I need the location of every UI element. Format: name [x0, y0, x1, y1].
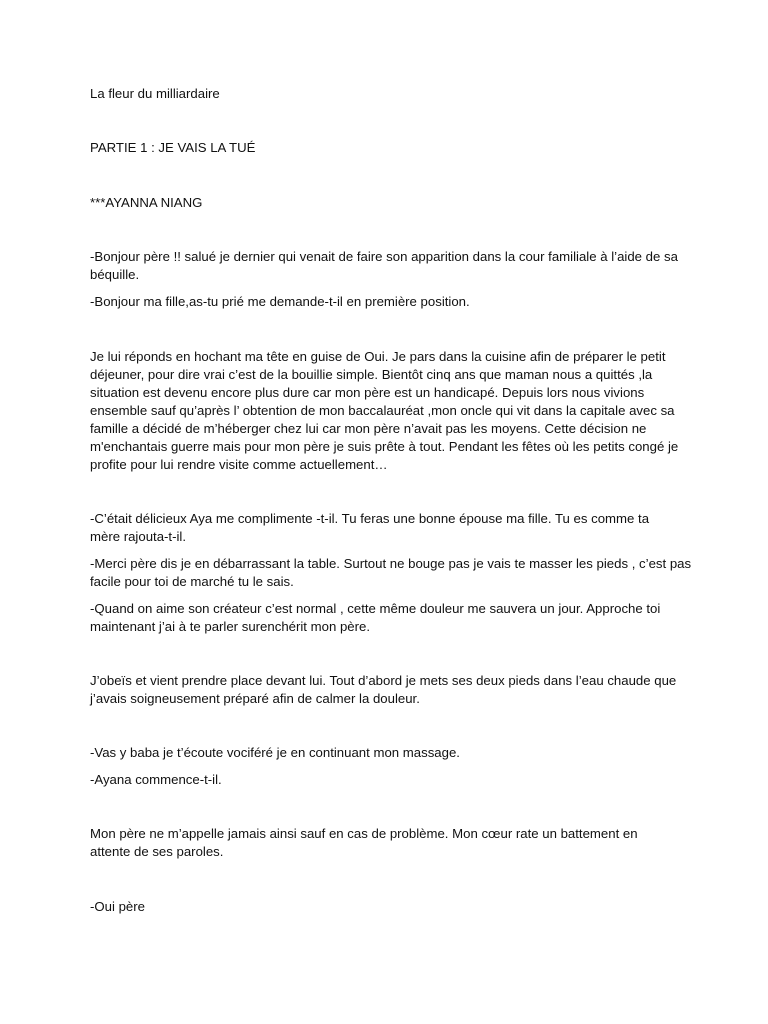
text-line: attente de ses paroles.: [90, 844, 224, 859]
text-line: Je lui réponds en hochant ma tête en guise de Oui. Je pars dans la cuisine afin de préparer le petit: [90, 349, 666, 364]
text-line: -Quand on aime son créateur c’est normal , cette même douleur me sauvera un jour. Approche toi: [90, 601, 661, 616]
text-line: ensemble sauf qu’après l’ obtention de mon baccalauréat ,mon oncle qui vit dans la capitale avec sa: [90, 403, 675, 418]
text-line: Mon père ne m’appelle jamais ainsi sauf en cas de problème. Mon cœur rate un battement en: [90, 826, 638, 841]
text-line: -Merci père dis je en débarrassant la table. Surtout ne bouge pas je vais te masser les pieds , c’est pas: [90, 556, 692, 571]
text-line: m'enchantais guerre mais pour mon père je suis prête à tout. Pendant les fêtes où les petits congé je: [90, 439, 679, 454]
text-line: -Bonjour père !! salué je dernier qui venait de faire son apparition dans la cour familiale à l’aide de sa: [90, 249, 678, 264]
narrator-heading: ***AYANNA NIANG: [90, 195, 203, 210]
text-line: -Bonjour ma fille,as-tu prié me demande-t-il en première position.: [90, 294, 470, 309]
text-line: situation est devenu encore plus dure car mon père est un handicapé. Depuis lors nous vivions: [90, 385, 645, 400]
text-line: déjeuner, pour dire vrai c’est de la bouillie simple. Bientôt cinq ans que maman nous a quittés ,la: [90, 367, 653, 382]
text-line: -Vas y baba je t’écoute vociféré je en continuant mon massage.: [90, 745, 460, 760]
document-title: La fleur du milliardaire: [90, 86, 220, 101]
text-line: maintenant j’ai à te parler surenchérit mon père.: [90, 619, 371, 634]
text-line: -Oui père: [90, 899, 145, 914]
text-line: mère rajouta-t-il.: [90, 529, 187, 544]
text-line: béquille.: [90, 267, 140, 282]
text-line: J’obeïs et vient prendre place devant lui. Tout d’abord je mets ses deux pieds dans l’eau chaude que: [90, 673, 677, 688]
text-line: j’avais soigneusement préparé afin de calmer la douleur.: [90, 691, 420, 706]
text-line: famille a décidé de m’héberger chez lui car mon père n’avait pas les moyens. Cette décision ne: [90, 421, 647, 436]
text-line: -Ayana commence-t-il.: [90, 772, 222, 787]
text-line: profite pour lui rendre visite comme actuellement…: [90, 457, 388, 472]
text-line: facile pour toi de marché tu le sais.: [90, 574, 294, 589]
part-heading: PARTIE 1 : JE VAIS LA TUÉ: [90, 140, 256, 155]
text-line: -C’était délicieux Aya me complimente -t-il. Tu feras une bonne épouse ma fille. Tu es comme ta: [90, 511, 650, 526]
